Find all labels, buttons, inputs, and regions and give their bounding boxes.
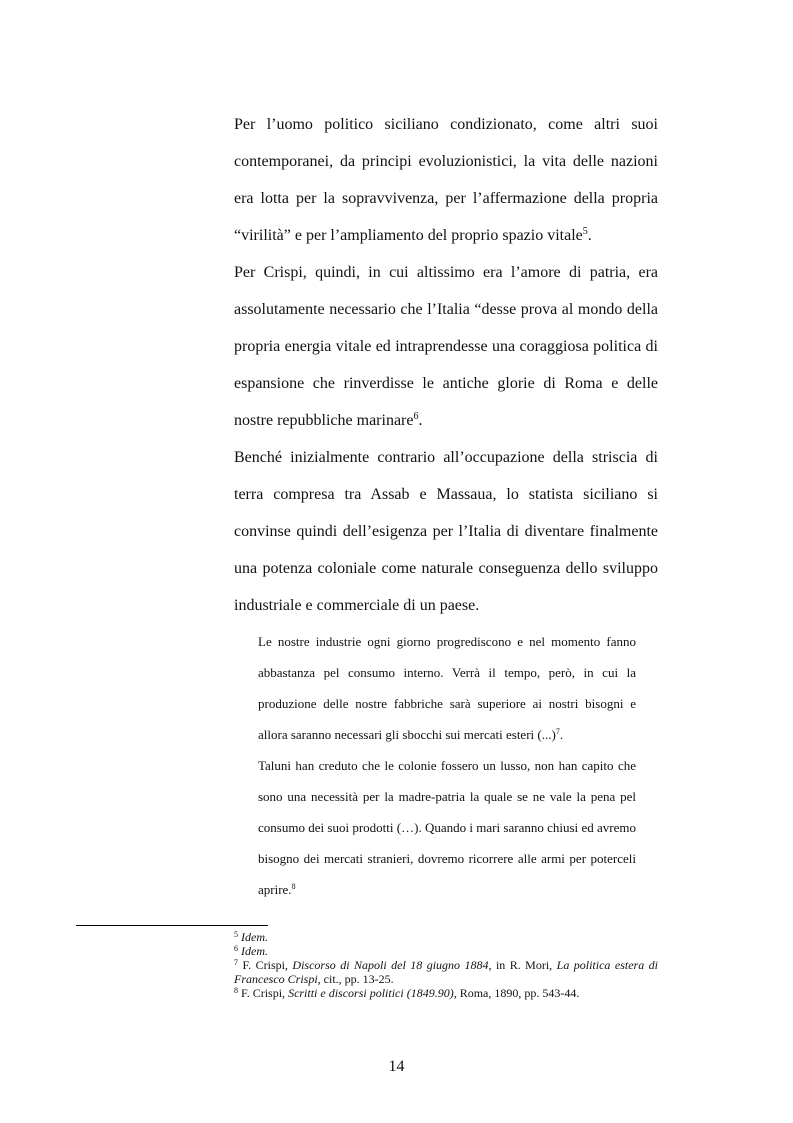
footnote-8-number: 8 — [234, 986, 238, 995]
footnote-8-author: F. Crispi, — [238, 986, 289, 1000]
footnote-5 — [234, 930, 658, 944]
footnote-8-pages: , Roma, 1890, pp. 543-44. — [453, 986, 580, 1000]
block-quote — [258, 626, 636, 905]
paragraph-3: Benché inizialmente contrario all’occupazione della striscia di terra compresa tra Assab e Massaua, lo statista siciliano si convinse quindi dell’esigenza per l’Italia di diventare finalmente una potenza coloniale come naturale conseguenza dello sviluppo industriale e commerciale di un paese. — [234, 449, 658, 614]
footnote-6 — [234, 944, 658, 958]
footnote-ref-5[interactable]: 5 — [582, 226, 588, 237]
paragraph-1 — [234, 106, 658, 254]
paragraph-1-text: Per l’uomo politico siciliano condizionato, come altri suoi contemporanei, da principi evoluzionistici, la vita delle nazioni era lotta per la sopravvivenza, per l’affermazione della propria “virilità” e per l’ampliamento del proprio spazio vitale — [234, 116, 658, 244]
footnote-ref-7[interactable]: 7 — [555, 727, 560, 736]
footnote-separator — [76, 925, 268, 926]
main-text — [234, 106, 658, 624]
footnote-ref-8[interactable]: 8 — [291, 882, 296, 891]
footnote-8 — [234, 986, 658, 1000]
footnote-7-author: F. Crispi, — [238, 958, 293, 972]
footnote-6-text: Idem. — [241, 944, 268, 958]
quote-paragraph-2 — [258, 750, 636, 905]
footnote-ref-6[interactable]: 6 — [413, 411, 419, 422]
footnotes — [234, 930, 658, 1000]
footnote-6-number: 6 — [234, 944, 238, 953]
page-number: 14 — [388, 1058, 405, 1075]
paragraph-2 — [234, 254, 658, 439]
quote-paragraph-1 — [258, 626, 636, 750]
paragraph-2-end: . — [418, 412, 423, 429]
footnote-7-book-title: La politica estera di Francesco Crispi — [234, 958, 658, 986]
paragraph-2-text: Per Crispi, quindi, in cui altissimo era l’amore di patria, era assolutamente necessario che l’Italia “desse prova al mondo della propria energia vitale ed intraprendesse una coraggiosa politica di espansione che rinverdisse le antiche glorie di Roma e delle nostre repubbliche marinare — [234, 264, 658, 429]
footnote-7-work-title: Discorso di Napoli del 18 giugno 1884 — [292, 958, 489, 972]
quote-paragraph-1-text: Le nostre industrie ogni giorno progrediscono e nel momento fanno abbastanza pel consumo interno. Verrà il tempo, però, in cui la produzione delle nostre fabbriche sarà superiore ai nostri bisogni e allora saranno necessari gli sbocchi sui mercati esteri (...) — [258, 634, 636, 742]
quote-paragraph-1-end: . — [559, 727, 564, 742]
footnote-7-pages: , cit., pp. 13-25. — [317, 972, 394, 986]
footnote-7-connector: , in R. Mori, — [488, 958, 557, 972]
footnote-5-number: 5 — [234, 930, 238, 939]
footnote-7 — [234, 958, 658, 986]
footnote-8-work-title: Scritti e discorsi politici (1849.90) — [288, 986, 454, 1000]
footnote-7-number: 7 — [234, 958, 238, 967]
footnote-5-text: Idem. — [241, 930, 268, 944]
quote-paragraph-2-text: Taluni han creduto che le colonie fossero un lusso, non han capito che sono una necessità per la madre-patria la quale se ne vale la pena pel consumo dei suoi prodotti (…). Quando i mari saranno chiusi ed avremo bisogno dei mercati stranieri, dovremo ricorrere alle armi per poterceli aprire. — [258, 758, 636, 897]
paragraph-1-end: . — [587, 227, 592, 244]
